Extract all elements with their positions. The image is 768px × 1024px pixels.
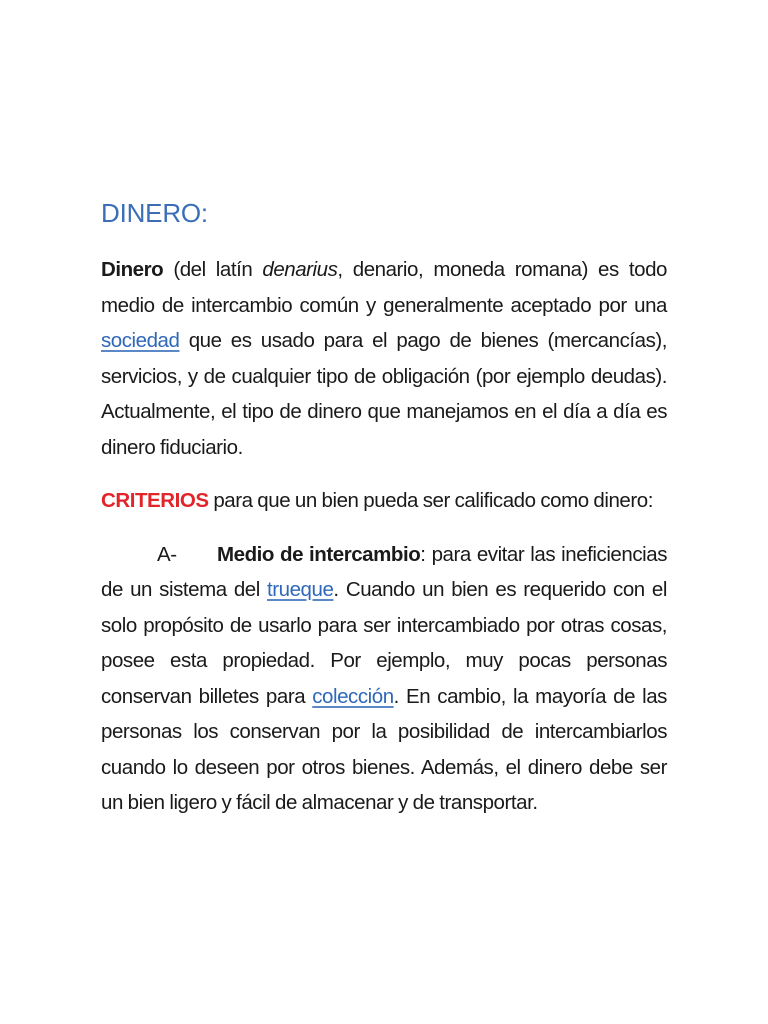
criterion-a-title: Medio de intercambio <box>217 542 421 566</box>
criterion-a-text-part3: . En cambio, la mayoría de las personas los conservan por la posibilidad de intercambiarlos cuando lo deseen por otros bienes. Además, el dinero debe ser un bien ligero y fácil de almacenar y de transportar. <box>101 684 667 814</box>
criteria-intro-paragraph <box>101 483 667 519</box>
criterion-a-text-part1: : para evitar las ineficiencias de un sistema del <box>101 542 667 601</box>
criterion-a-marker: A- <box>157 542 177 566</box>
definition-term: Dinero <box>101 258 164 281</box>
page-title: DINERO: <box>101 198 208 228</box>
latin-word: denarius <box>262 258 338 281</box>
criteria-label: CRITERIOS <box>101 489 209 512</box>
criterion-a-text-part2: . Cuando un bien es requerido con el solo propósito de usarlo para ser intercambiado por otras cosas, posee esta propiedad. Por ejemplo, muy pocas personas conservan billetes para <box>101 578 667 708</box>
definition-text-part2: , denario, moneda romana) es todo medio de intercambio común y generalmente aceptado por una <box>101 258 667 317</box>
trueque-link[interactable]: trueque <box>267 578 334 601</box>
definition-text-part1: (del latín <box>163 258 263 281</box>
definition-text-part3: que es usado para el pago de bienes (mercancías), servicios, y de cualquier tipo de obligación (por ejemplo deudas). Actualmente, el tipo de dinero que manejamos en el día a día es dinero fiduciario. <box>101 329 667 459</box>
definition-paragraph <box>101 252 667 465</box>
criterion-a-paragraph <box>101 537 667 821</box>
criteria-intro-text: para que un bien pueda ser calificado como dinero: <box>208 489 653 512</box>
document-body <box>101 196 667 839</box>
sociedad-link[interactable]: sociedad <box>101 329 180 352</box>
coleccion-link[interactable]: colección <box>312 684 394 708</box>
